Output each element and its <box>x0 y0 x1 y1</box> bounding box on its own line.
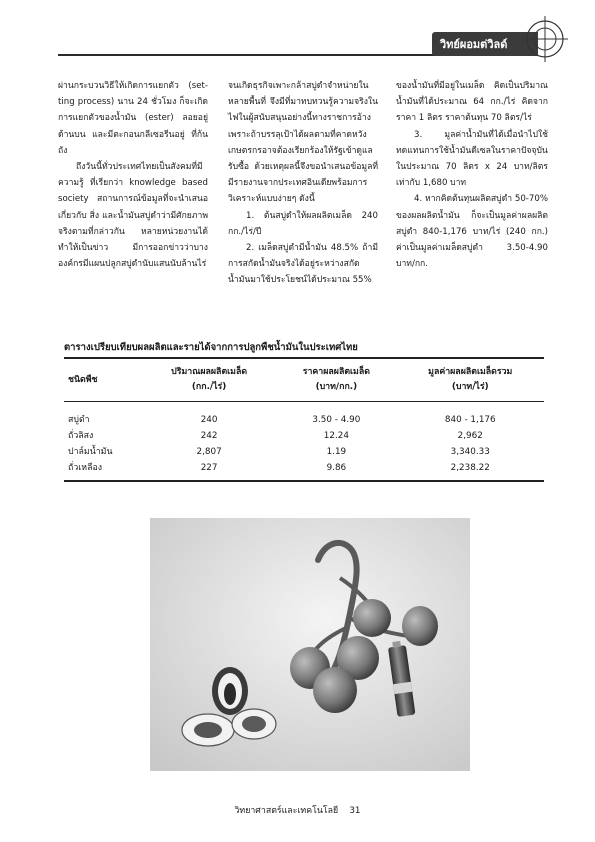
table-cell: สบู่ดำ <box>68 415 90 425</box>
text-column-3 <box>396 78 548 272</box>
text-column-2 <box>228 78 378 289</box>
table-header-row <box>64 358 544 402</box>
table-cell: 2,238.22 <box>397 460 545 481</box>
page-footer <box>0 803 595 817</box>
paragraph: ถึงวันนี้ทั่วประเทศไทยเป็นสังคมที่มีความรู้ ที่เรียกว่า knowledge based society สถานการณ์ข้อมูลที่จะนำเสนอเกี่ยวกับ สิ่ง และน้ำมันสบู่ดำว่ามีศักยภาพจริงตามที่กล่าวกัน หลายหน่วยงานได้ทำให้เป็นข่าว มีการออกข่าวว่าบางองค์กรมีแผนปลูกสบู่ดำนับแสนนับล้านไร่ <box>58 162 208 270</box>
text-column-1 <box>58 78 208 272</box>
paragraph: 4. หากคิดต้นทุนผลิตสบู่ดำ 50-70% ของผลผลิตน้ำมัน ก็จะเป็นมูลค่าผลผลิตสบู่ดำ 840-1,176 บาท/ไร่ (240 กก.) ค่าเป็นมูลค่าเมล็ดสบู่ดำ 3.50-4.90 บาท/กก. <box>396 194 548 270</box>
table-title: ตารางเปรียบเทียบผลผลิตและรายได้จากการปลูกพืชน้ำมันในประเทศไทย <box>64 342 358 353</box>
table-cell: 227 <box>142 460 276 481</box>
paragraph: 2. เมล็ดสบู่ดำมีน้ำมัน 48.5% ถ้ามีการสกัดน้ำมันจริงได้อยู่ระหว่างสกัดน้ำมันมาใช้ประโยชน์ได้ประมาณ 55% <box>228 243 378 286</box>
table-row <box>64 444 544 460</box>
table-cell: ถั่วลิสง <box>68 431 94 441</box>
column-header: มูลค่าผลผลิตเมล็ดรวม (บาท/ไร่) <box>397 358 545 402</box>
table-row <box>64 402 544 429</box>
table-cell: 2,807 <box>196 447 222 457</box>
table-cell: 3,340.33 <box>450 447 490 457</box>
column-header: ชนิดพืช <box>64 358 142 402</box>
table-cell: 2,962 <box>457 431 483 441</box>
section-title: วิทย์ผอมต่วิลด์ <box>440 38 508 51</box>
table-cell: 840 - 1,176 <box>444 415 496 425</box>
table-cell: 242 <box>200 431 218 441</box>
table-row <box>64 460 544 481</box>
comparison-table <box>64 357 544 482</box>
table-cell: 9.86 <box>276 460 396 481</box>
section-logo-icon <box>520 14 570 64</box>
table-row <box>64 428 544 444</box>
table-cell: 240 <box>200 415 218 425</box>
paragraph: ของน้ำมันที่มีอยู่ในเมล็ด คิดเป็นปริมาณน้ำมันที่ได้ประมาณ 64 กก./ไร่ คิดจากราคา 1 ลิตร ราคาต้นทุน 70 ลิตร/ไร่ <box>396 81 548 124</box>
paragraph: ผ่านกระบวนวิธีให้เกิดการแยกตัว (set-ting process) นาน 24 ชั่วโมง ก็จะเกิดการแยกตัวของน้ำมัน (ester) ลอยอยู่ด้านบน และมีตะกอนกลีเซอรีนอยู่ ที่ก้นถัง <box>58 81 208 156</box>
table-cell: 3.50 - 4.90 <box>312 415 361 425</box>
column-header: ราคาผลผลิตเมล็ด (บาท/กก.) <box>276 358 396 402</box>
table-cell: ปาล์มน้ำมัน <box>68 447 113 457</box>
table-cell: ถั่วเหลือง <box>64 460 142 481</box>
page-number: 31 <box>349 806 361 816</box>
paragraph: จนเกิดธุรกิจเพาะกล้าสบู่ดำจำหน่ายในหลายพื้นที่ จึงมีที่มาทบทวนรู้ความจริงในไฟในผู้สนับสนุนอย่างนี้ทางราชการอ้างเพราะถ้าบรรลุเป้าได้ผลตามที่คาดหวังเกษตรกรอาจต้องเรียกร้องให้รัฐเข้าดูแลรับซื้อ ด้วยเหตุผลนี้จึงขอนำเสนอข้อมูลที่มีรายงานจากประเทศอินเดียพร้อมการวิเคราะห์แบบง่ายๆ ดังนี้ <box>228 81 378 205</box>
column-header: ปริมาณผลผลิตเมล็ด (กก./ไร่) <box>142 358 276 402</box>
jatropha-fruit-photo <box>150 518 470 771</box>
paragraph: 3. มูลค่าน้ำมันที่ได้เมื่อนำไปใช้ทดแทนการใช้น้ำมันดีเซลในราคาปัจจุบันในประมาณ 70 ลิตร x 24 บาท/ลิตร เท่ากับ 1,680 บาท <box>396 129 548 189</box>
table-cell: 12.24 <box>323 431 349 441</box>
table-cell: 1.19 <box>326 447 347 457</box>
paragraph: 1. ต้นสบู่ดำให้ผลผลิตเมล็ด 240 กก./ไร่/ปี <box>228 210 378 237</box>
journal-name: วิทยาศาสตร์และเทคโนโลยี <box>234 806 339 816</box>
